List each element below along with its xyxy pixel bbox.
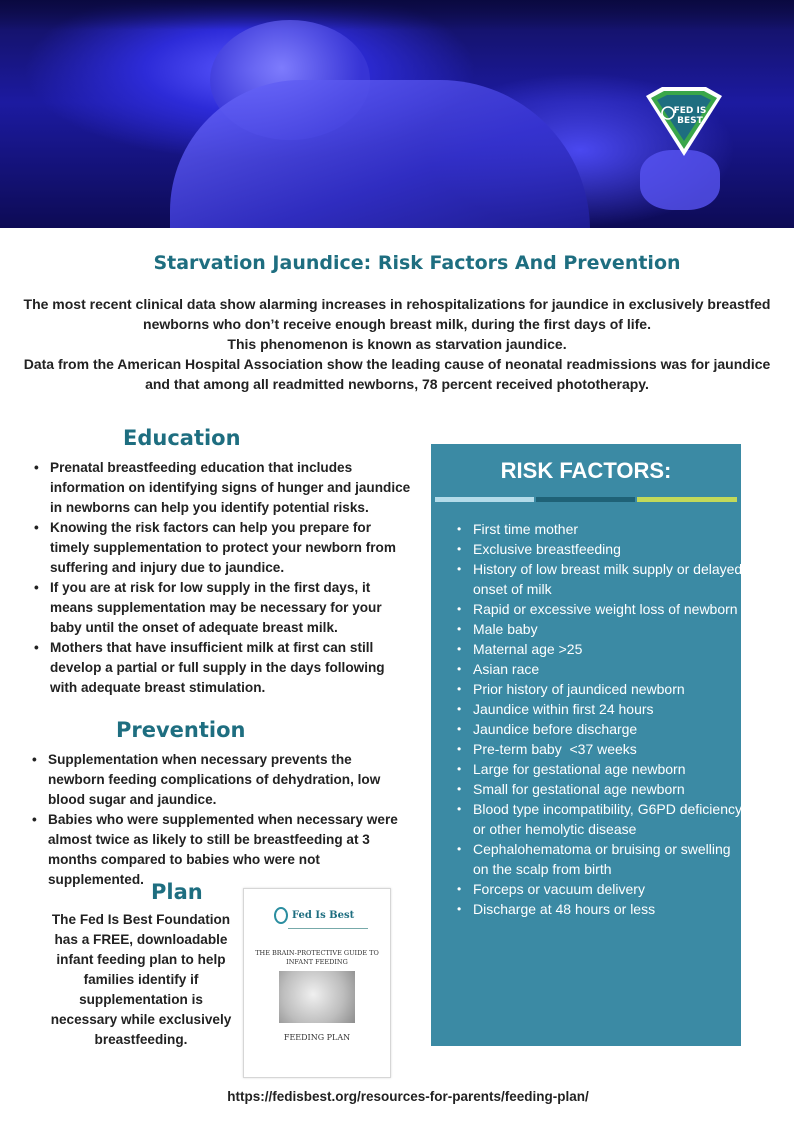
list-item: • Forceps or vacuum delivery [457, 879, 747, 899]
risk-factors-heading: RISK FACTORS: [500, 458, 672, 483]
feeding-plan-cover[interactable] [243, 888, 391, 1078]
book-logo [274, 907, 354, 924]
plan-heading: Plan [151, 880, 203, 904]
list-item: • Male baby [457, 619, 747, 639]
book-subtitle: THE BRAIN-PROTECTIVE GUIDE TO INFANT FEEDING [255, 949, 379, 966]
book-logo-text: Fed Is Best [292, 910, 355, 921]
list-item: • Rapid or excessive weight loss of newborn [457, 599, 747, 619]
list-item: • First time mother [457, 519, 747, 539]
list-item: • Cephalohematoma or bruising or swelling on the scalp from birth [457, 839, 747, 879]
intro-paragraph-3: Data from the American Hospital Association show the leading cause of neonatal readmissions was for jaundice and that among all readmitted newborns, 78 percent received phototherapy. [23, 356, 771, 392]
feeding-plan-link[interactable]: https://fedisbest.org/resources-for-parents/feeding-plan/ [227, 1089, 589, 1104]
intro-text [20, 294, 774, 394]
list-item: • Pre-term baby <37 weeks [457, 739, 747, 759]
list-item: • Babies who were supplemented when necessary were almost twice as likely to still be breastfeeding at 3 months compared to babies who were not supplemented. [32, 810, 412, 890]
list-item: • Jaundice within first 24 hours [457, 699, 747, 719]
list-item: • Blood type incompatibility, G6PD deficiency, or other hemolytic disease [457, 799, 747, 839]
list-item: • Jaundice before discharge [457, 719, 747, 739]
list-item: • Knowing the risk factors can help you prepare for timely supplementation to protect your newborn from suffering and injury due to jaundice. [34, 518, 414, 578]
intro-paragraph-2: This phenomenon is known as starvation jaundice. [227, 336, 567, 352]
fed-is-best-logo [640, 86, 728, 158]
book-baby-photo [279, 971, 355, 1023]
list-item: • History of low breast milk supply or delayed onset of milk [457, 559, 747, 599]
risk-factors-panel [431, 444, 745, 1046]
plan-text: The Fed Is Best Foundation has a FREE, downloadable infant feeding plan to help families identify if supplementation is necessary while exclusively breastfeeding. [50, 912, 232, 1047]
prevention-list [32, 750, 412, 890]
logo-text-line1: FED IS [673, 106, 707, 116]
book-logo-icon [274, 907, 288, 924]
list-item: • Exclusive breastfeeding [457, 539, 747, 559]
book-label: FEEDING PLAN [283, 1033, 351, 1042]
hero-photo [0, 0, 794, 228]
list-item: • Asian race [457, 659, 747, 679]
page-title: Starvation Jaundice: Risk Factors And Prevention [153, 252, 681, 274]
baby-hand [640, 150, 720, 210]
list-item: • Prenatal breastfeeding education that includes information on identifying signs of hunger and jaundice in newborns can help you identify potential risks. [34, 458, 414, 518]
accent-bar-dark [536, 497, 635, 502]
logo-text-line2: BEST [677, 116, 703, 126]
book-divider [288, 928, 368, 929]
list-item: • Supplementation when necessary prevents the newborn feeding complications of dehydration, low blood sugar and jaundice. [32, 750, 412, 810]
list-item: • Discharge at 48 hours or less [457, 899, 747, 919]
hero-shadow [0, 0, 794, 30]
education-heading: Education [123, 426, 241, 450]
list-item: • Prior history of jaundiced newborn [457, 679, 747, 699]
prevention-heading: Prevention [116, 718, 246, 742]
list-item: • Small for gestational age newborn [457, 779, 747, 799]
list-item: • Mothers that have insufficient milk at first can still develop a partial or full supply in the days following with adequate breast stimulation. [34, 638, 414, 698]
baby-blanket [170, 80, 590, 228]
education-list [34, 458, 414, 698]
accent-bar-green [637, 497, 737, 502]
list-item: • If you are at risk for low supply in the first days, it means supplementation may be necessary for your baby until the onset of adequate breast milk. [34, 578, 414, 638]
list-item: • Maternal age >25 [457, 639, 747, 659]
accent-bar-light [435, 497, 534, 502]
intro-paragraph-1: The most recent clinical data show alarming increases in rehospitalizations for jaundice in exclusively breastfed newborns who don’t receive enough breast milk, during the first days of life. [23, 296, 771, 332]
risk-factors-list [457, 519, 747, 919]
list-item: • Large for gestational age newborn [457, 759, 747, 779]
